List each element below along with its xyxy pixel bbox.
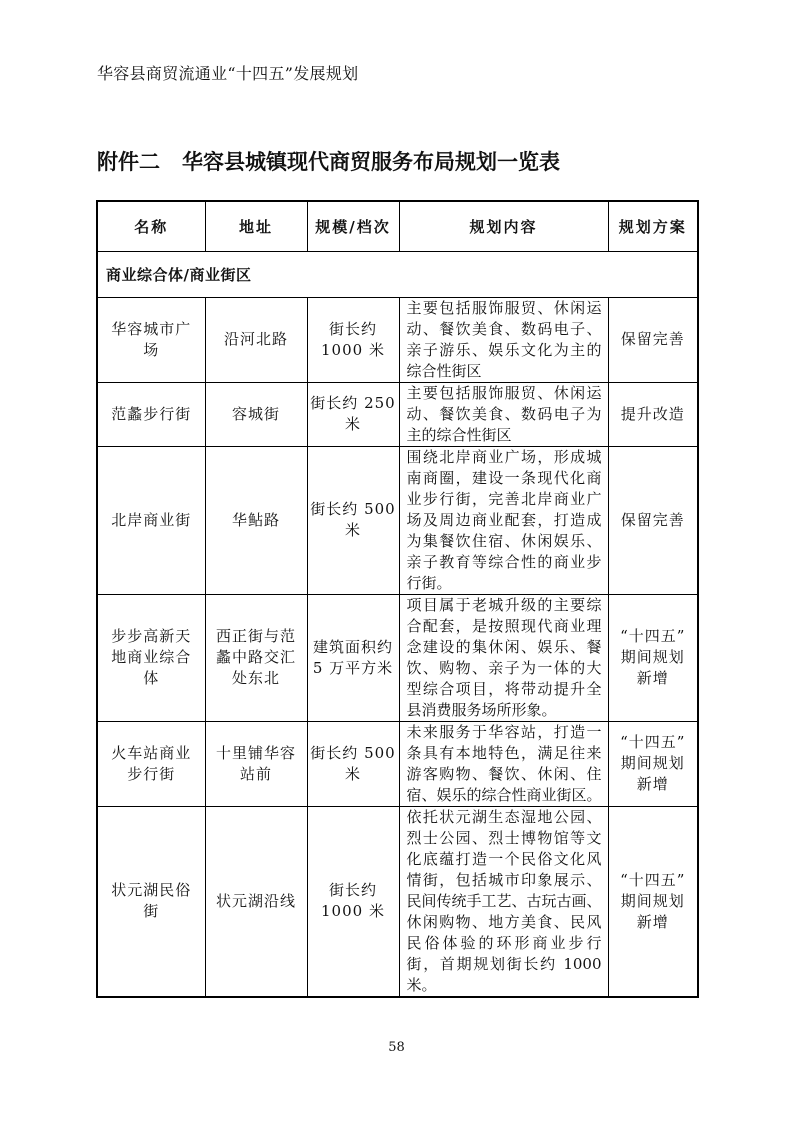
cell-name [97, 594, 205, 721]
scale-line: 1000 米 [321, 340, 385, 359]
name-line: 华容城市广 [111, 319, 192, 338]
title-text: 华容县城镇现代商贸服务布局规划一览表 [182, 150, 560, 174]
cell-name [97, 446, 205, 594]
plan-line: 期间规划 [620, 648, 685, 666]
address-line: 站前 [239, 764, 272, 783]
cell-content [399, 297, 608, 382]
cell-plan [608, 806, 698, 997]
table-row [97, 721, 698, 806]
plan-line: “十四五” [620, 733, 686, 751]
plan-line: 期间规划 [620, 754, 685, 772]
name-line: 场 [143, 340, 160, 359]
name-line: 街 [143, 902, 160, 920]
cell-plan [608, 594, 698, 721]
content-line: 主要包括服饰服贸、休闲运 [406, 383, 602, 402]
section-row [97, 251, 698, 297]
address-line: 华鲇路 [231, 510, 280, 529]
cell-content [399, 721, 608, 806]
cell-content [399, 382, 608, 446]
layout-plan-table [96, 200, 699, 998]
cell-content [399, 594, 608, 721]
page-number: 58 [388, 1040, 405, 1055]
running-header: 华容县商贸流通业“十四五”发展规划 [97, 64, 359, 83]
cell-scale [307, 806, 399, 997]
column-header-address: 地址 [205, 201, 307, 251]
content-line: 化底蕴打造一个民俗文化风 [406, 849, 602, 868]
content-line: 未来服务于华容站，打造一 [406, 722, 602, 741]
cell-scale [307, 382, 399, 446]
cell-address [205, 446, 307, 594]
cell-scale [307, 721, 399, 806]
content-line: 亲子游乐、娱乐文化为主的 [406, 340, 602, 359]
column-header-name: 名称 [97, 201, 205, 251]
address-line: 十里铺华容 [215, 743, 296, 762]
name-line: 步行街 [127, 764, 176, 783]
address-line: 状元湖沿线 [215, 891, 296, 910]
content-line: 动、餐饮美食、数码电子为 [406, 404, 602, 423]
scale-line: 街长约 [328, 881, 377, 899]
plan-line: 保留完善 [620, 330, 685, 348]
page-title [97, 146, 560, 176]
content-line: 县消费服务场所形象。 [406, 700, 557, 719]
cell-scale [307, 297, 399, 382]
column-header-content: 规划内容 [399, 201, 608, 251]
attachment-label: 附件二 [97, 150, 160, 174]
cell-content [399, 806, 608, 997]
address-line: 沿河北路 [223, 330, 288, 348]
content-line: 动、餐饮美食、数码电子、 [406, 319, 602, 338]
content-line: 主要包括服饰服贸、休闲运 [406, 298, 602, 317]
plan-line: 新增 [636, 912, 669, 931]
content-line: 项目属于老城升级的主要综 [406, 595, 602, 614]
section-title: 商业综合体/商业街区 [97, 251, 698, 297]
scale-line: 1000 米 [321, 902, 385, 920]
table-row [97, 594, 698, 721]
cell-name [97, 806, 205, 997]
content-line: 场及周边商业配套，打造成 [406, 510, 602, 529]
scale-line: 建筑面积约 [312, 637, 393, 656]
cell-plan [608, 721, 698, 806]
column-header-scale: 规模/档次 [307, 201, 399, 251]
address-line: 处东北 [231, 669, 280, 687]
cell-address [205, 721, 307, 806]
cell-address [205, 594, 307, 721]
scale-line: 米 [344, 521, 361, 539]
content-line: 型综合项目，将带动提升全 [406, 679, 602, 698]
content-line: 依托状元湖生态湿地公园、 [406, 807, 602, 826]
cell-name [97, 721, 205, 806]
scale-line: 街长约 250 [310, 394, 396, 412]
cell-name [97, 297, 205, 382]
plan-line: 提升改造 [620, 404, 685, 423]
cell-scale [307, 594, 399, 721]
name-line: 体 [143, 669, 160, 687]
address-line: 西正街与范 [215, 627, 296, 645]
scale-line: 米 [344, 764, 361, 783]
content-line: 米。 [406, 975, 437, 994]
plan-line: “十四五” [620, 627, 686, 645]
name-line: 状元湖民俗 [111, 881, 192, 899]
scale-line: 街长约 500 [310, 500, 396, 518]
content-line: 业步行街，完善北岸商业广 [406, 489, 602, 508]
content-line: 综合性街区 [406, 361, 482, 380]
content-line: 主的综合性街区 [406, 425, 512, 444]
plan-line: “十四五” [620, 870, 686, 889]
content-line: 围绕北岸商业广场，形成城 [406, 447, 602, 466]
name-line: 火车站商业 [111, 743, 192, 762]
table-row [97, 382, 698, 446]
table-row [97, 297, 698, 382]
cell-address [205, 382, 307, 446]
name-line: 步步高新天 [111, 627, 192, 645]
content-line: 宿、娱乐的综合性商业街区。 [406, 785, 602, 804]
content-line: 合配套，是按照现代商业理 [406, 616, 602, 635]
content-line: 情街，包括城市印象展示、 [406, 870, 602, 889]
content-line: 行街。 [406, 573, 452, 592]
scale-line: 街长约 500 [310, 743, 396, 762]
cell-scale [307, 446, 399, 594]
content-line: 条具有本地特色，满足往来 [406, 743, 602, 762]
name-line: 北岸商业街 [111, 510, 192, 529]
plan-line: 期间规划 [620, 891, 685, 910]
cell-name [97, 382, 205, 446]
plan-line: 新增 [636, 775, 669, 793]
content-line: 游客购物、餐饮、休闲、住 [406, 764, 602, 783]
cell-content [399, 446, 608, 594]
content-line: 饮、购物、亲子为一体的大 [406, 658, 602, 677]
scale-line: 米 [344, 415, 361, 433]
cell-plan [608, 446, 698, 594]
cell-plan [608, 382, 698, 446]
content-line: 街，首期规划街长约 1000 [406, 954, 602, 973]
content-line: 南商圈，建设一条现代化商 [406, 468, 602, 487]
address-line: 蠡中路交汇 [215, 648, 296, 666]
plan-line: 保留完善 [620, 510, 685, 529]
name-line: 范蠡步行街 [111, 404, 192, 423]
table-header-row [97, 201, 698, 251]
cell-address [205, 806, 307, 997]
content-line: 亲子教育等综合性的商业步 [406, 552, 602, 571]
content-line: 念建设的集休闲、娱乐、餐 [406, 637, 602, 656]
plan-line: 新增 [636, 669, 669, 687]
column-header-plan: 规划方案 [608, 201, 698, 251]
name-line: 地商业综合 [111, 648, 192, 666]
cell-address [205, 297, 307, 382]
address-line: 容城街 [231, 404, 280, 423]
content-line: 为集餐饮住宿、休闲娱乐、 [406, 531, 602, 550]
table-row [97, 806, 698, 997]
cell-plan [608, 297, 698, 382]
content-line: 烈士公园、烈士博物馆等文 [406, 828, 602, 847]
scale-line: 街长约 [328, 319, 377, 338]
table-body [97, 297, 698, 997]
content-line: 民间传统手工艺、古玩古画、 [406, 891, 602, 910]
content-line: 休闲购物、地方美食、民风 [406, 912, 602, 931]
content-line: 民俗体验的环形商业步行 [406, 933, 602, 952]
scale-line: 5 万平方米 [312, 658, 394, 677]
table-row [97, 446, 698, 594]
